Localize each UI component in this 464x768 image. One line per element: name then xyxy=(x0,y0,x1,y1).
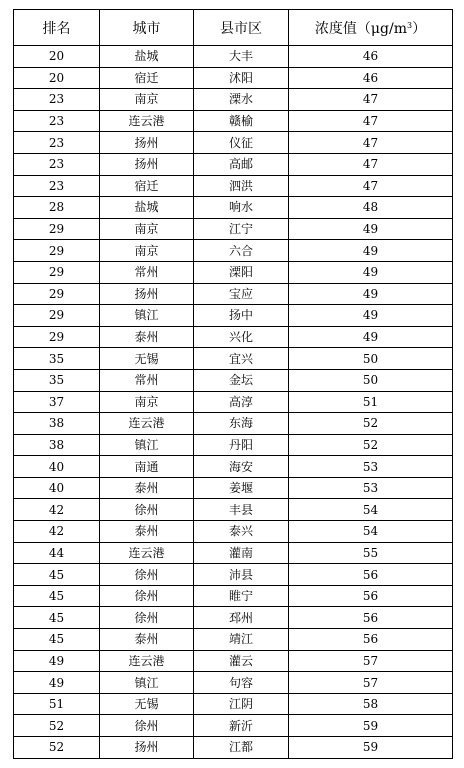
cell-city: 无锡 xyxy=(100,348,194,370)
table-row xyxy=(14,46,453,68)
cell-value: 56 xyxy=(289,564,453,586)
cell-value: 47 xyxy=(289,89,453,111)
cell-city: 南通 xyxy=(100,456,194,478)
cell-city: 镇江 xyxy=(100,434,194,456)
cell-county: 邳州 xyxy=(194,607,289,629)
cell-rank: 29 xyxy=(14,326,100,348)
cell-rank: 49 xyxy=(14,672,100,694)
cell-value: 47 xyxy=(289,175,453,197)
cell-city: 盐城 xyxy=(100,46,194,68)
header-county: 县市区 xyxy=(194,10,289,46)
table-row xyxy=(14,67,453,89)
table-row xyxy=(14,477,453,499)
cell-city: 泰州 xyxy=(100,629,194,651)
table-body xyxy=(14,46,453,759)
cell-county: 靖江 xyxy=(194,629,289,651)
table-row xyxy=(14,672,453,694)
header-value xyxy=(289,10,453,46)
cell-county: 江都 xyxy=(194,737,289,759)
cell-county: 溧水 xyxy=(194,89,289,111)
table-row xyxy=(14,737,453,759)
table-row xyxy=(14,456,453,478)
cell-value: 56 xyxy=(289,607,453,629)
cell-value: 55 xyxy=(289,542,453,564)
cell-city: 扬州 xyxy=(100,283,194,305)
cell-rank: 44 xyxy=(14,542,100,564)
cell-city: 徐州 xyxy=(100,585,194,607)
cell-county: 赣榆 xyxy=(194,110,289,132)
table-row xyxy=(14,564,453,586)
header-value-suffix: ） xyxy=(412,20,427,37)
cell-county: 丹阳 xyxy=(194,434,289,456)
cell-rank: 40 xyxy=(14,477,100,499)
cell-value: 56 xyxy=(289,629,453,651)
cell-rank: 35 xyxy=(14,369,100,391)
cell-county: 兴化 xyxy=(194,326,289,348)
cell-county: 东海 xyxy=(194,413,289,435)
cell-value: 57 xyxy=(289,650,453,672)
cell-city: 连云港 xyxy=(100,413,194,435)
cell-value: 47 xyxy=(289,132,453,154)
cell-value: 49 xyxy=(289,326,453,348)
cell-rank: 52 xyxy=(14,715,100,737)
cell-county: 泰兴 xyxy=(194,521,289,543)
table-row xyxy=(14,197,453,219)
cell-rank: 29 xyxy=(14,261,100,283)
cell-city: 泰州 xyxy=(100,477,194,499)
cell-county: 海安 xyxy=(194,456,289,478)
cell-county: 江宁 xyxy=(194,218,289,240)
cell-value: 58 xyxy=(289,693,453,715)
cell-rank: 29 xyxy=(14,305,100,327)
cell-rank: 23 xyxy=(14,132,100,154)
cell-city: 扬州 xyxy=(100,132,194,154)
cell-rank: 52 xyxy=(14,737,100,759)
cell-city: 宿迁 xyxy=(100,175,194,197)
cell-value: 56 xyxy=(289,585,453,607)
cell-value: 59 xyxy=(289,737,453,759)
cell-rank: 35 xyxy=(14,348,100,370)
cell-rank: 23 xyxy=(14,110,100,132)
table-row xyxy=(14,369,453,391)
cell-value: 48 xyxy=(289,197,453,219)
cell-city: 南京 xyxy=(100,391,194,413)
cell-county: 六合 xyxy=(194,240,289,262)
cell-rank: 40 xyxy=(14,456,100,478)
cell-county: 宝应 xyxy=(194,283,289,305)
cell-county: 金坛 xyxy=(194,369,289,391)
table-row xyxy=(14,305,453,327)
cell-county: 沭阳 xyxy=(194,67,289,89)
cell-rank: 29 xyxy=(14,218,100,240)
cell-county: 扬中 xyxy=(194,305,289,327)
cell-value: 49 xyxy=(289,240,453,262)
cell-city: 南京 xyxy=(100,89,194,111)
cell-rank: 23 xyxy=(14,89,100,111)
cell-city: 南京 xyxy=(100,240,194,262)
cell-city: 扬州 xyxy=(100,153,194,175)
cell-value: 53 xyxy=(289,456,453,478)
table-row xyxy=(14,261,453,283)
table-row xyxy=(14,693,453,715)
table-row xyxy=(14,521,453,543)
cell-county: 宜兴 xyxy=(194,348,289,370)
cell-value: 46 xyxy=(289,67,453,89)
cell-county: 沛县 xyxy=(194,564,289,586)
cell-city: 徐州 xyxy=(100,607,194,629)
cell-county: 灌云 xyxy=(194,650,289,672)
cell-rank: 23 xyxy=(14,153,100,175)
cell-rank: 29 xyxy=(14,283,100,305)
cell-rank: 45 xyxy=(14,607,100,629)
cell-value: 57 xyxy=(289,672,453,694)
cell-city: 连云港 xyxy=(100,650,194,672)
cell-city: 扬州 xyxy=(100,737,194,759)
header-value-prefix: 浓度值（μg/m xyxy=(314,20,407,37)
cell-rank: 28 xyxy=(14,197,100,219)
cell-rank: 51 xyxy=(14,693,100,715)
table-row xyxy=(14,413,453,435)
cell-rank: 38 xyxy=(14,434,100,456)
cell-county: 溧阳 xyxy=(194,261,289,283)
header-city: 城市 xyxy=(100,10,194,46)
cell-value: 52 xyxy=(289,413,453,435)
cell-rank: 38 xyxy=(14,413,100,435)
cell-rank: 42 xyxy=(14,499,100,521)
table-row xyxy=(14,499,453,521)
cell-value: 49 xyxy=(289,218,453,240)
cell-value: 49 xyxy=(289,283,453,305)
ranking-table xyxy=(13,9,453,759)
table-row xyxy=(14,218,453,240)
cell-city: 盐城 xyxy=(100,197,194,219)
cell-county: 大丰 xyxy=(194,46,289,68)
cell-city: 徐州 xyxy=(100,715,194,737)
cell-city: 宿迁 xyxy=(100,67,194,89)
cell-county: 姜堰 xyxy=(194,477,289,499)
table-row xyxy=(14,629,453,651)
cell-rank: 49 xyxy=(14,650,100,672)
cell-county: 丰县 xyxy=(194,499,289,521)
cell-rank: 29 xyxy=(14,240,100,262)
cell-city: 南京 xyxy=(100,218,194,240)
cell-county: 仪征 xyxy=(194,132,289,154)
cell-county: 响水 xyxy=(194,197,289,219)
cell-value: 54 xyxy=(289,521,453,543)
cell-value: 54 xyxy=(289,499,453,521)
cell-county: 江阴 xyxy=(194,693,289,715)
cell-rank: 23 xyxy=(14,175,100,197)
cell-county: 新沂 xyxy=(194,715,289,737)
cell-city: 徐州 xyxy=(100,499,194,521)
cell-value: 51 xyxy=(289,391,453,413)
table-row xyxy=(14,132,453,154)
cell-value: 49 xyxy=(289,261,453,283)
cell-value: 49 xyxy=(289,305,453,327)
cell-city: 镇江 xyxy=(100,305,194,327)
cell-city: 泰州 xyxy=(100,521,194,543)
cell-city: 无锡 xyxy=(100,693,194,715)
cell-value: 50 xyxy=(289,348,453,370)
cell-county: 睢宁 xyxy=(194,585,289,607)
cell-rank: 45 xyxy=(14,629,100,651)
header-row xyxy=(14,10,453,46)
table-row xyxy=(14,175,453,197)
cell-value: 47 xyxy=(289,153,453,175)
cell-rank: 45 xyxy=(14,564,100,586)
cell-city: 连云港 xyxy=(100,110,194,132)
table-row xyxy=(14,607,453,629)
cell-county: 泗洪 xyxy=(194,175,289,197)
cell-rank: 20 xyxy=(14,67,100,89)
cell-city: 常州 xyxy=(100,369,194,391)
cell-rank: 45 xyxy=(14,585,100,607)
cell-rank: 42 xyxy=(14,521,100,543)
cell-value: 50 xyxy=(289,369,453,391)
table-row xyxy=(14,585,453,607)
table-row xyxy=(14,110,453,132)
cell-rank: 20 xyxy=(14,46,100,68)
cell-city: 连云港 xyxy=(100,542,194,564)
cell-city: 泰州 xyxy=(100,326,194,348)
table-row xyxy=(14,326,453,348)
header-rank: 排名 xyxy=(14,10,100,46)
cell-rank: 37 xyxy=(14,391,100,413)
cell-city: 镇江 xyxy=(100,672,194,694)
header-value-sup: 3 xyxy=(406,20,413,30)
cell-value: 53 xyxy=(289,477,453,499)
table-row xyxy=(14,391,453,413)
cell-city: 常州 xyxy=(100,261,194,283)
cell-county: 灌南 xyxy=(194,542,289,564)
cell-value: 59 xyxy=(289,715,453,737)
table-header xyxy=(14,10,453,46)
cell-value: 52 xyxy=(289,434,453,456)
cell-county: 高淳 xyxy=(194,391,289,413)
table-row xyxy=(14,283,453,305)
table-row xyxy=(14,434,453,456)
table-row xyxy=(14,542,453,564)
cell-county: 句容 xyxy=(194,672,289,694)
table-row xyxy=(14,650,453,672)
cell-value: 46 xyxy=(289,46,453,68)
table-row xyxy=(14,89,453,111)
table-row xyxy=(14,153,453,175)
table-row xyxy=(14,715,453,737)
cell-county: 高邮 xyxy=(194,153,289,175)
cell-city: 徐州 xyxy=(100,564,194,586)
table-row xyxy=(14,240,453,262)
cell-value: 47 xyxy=(289,110,453,132)
table-row xyxy=(14,348,453,370)
